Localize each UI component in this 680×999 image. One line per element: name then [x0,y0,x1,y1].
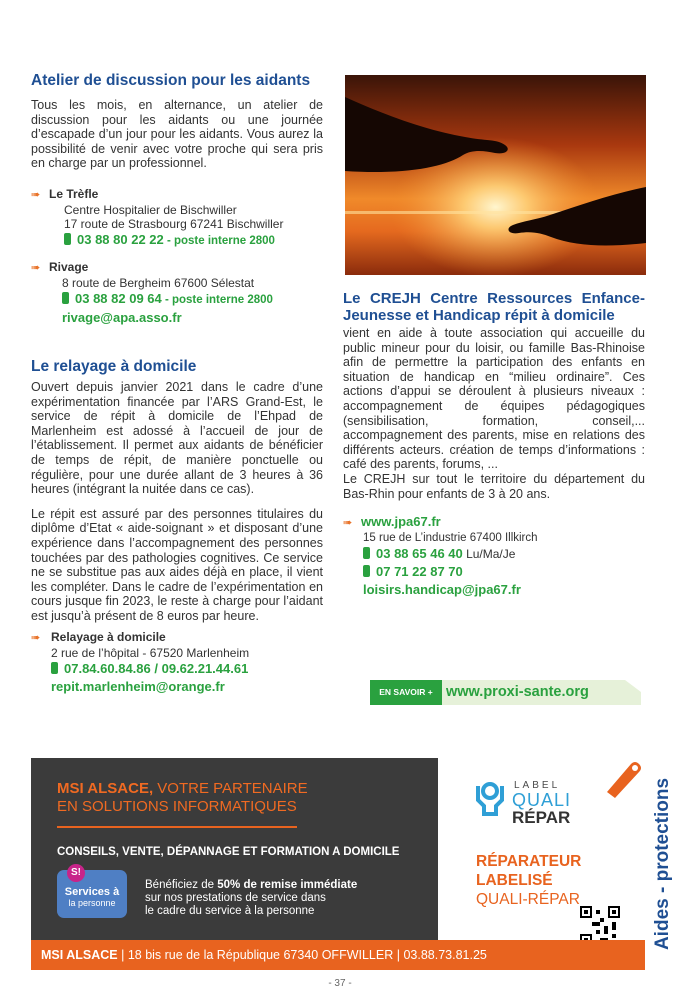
relayage-para1: Ouvert depuis janvier 2021 dans le cadre d’une expérimentation financée par l’ARS Grand-Est, le service de répit à domicile de l’Ehpad de Marlenheim est adossé à l’accueil de jour de l’établissement. Il permet aux aidants de bénéficier de temps de répit, de manière ponctuelle ou régulière, pour une durée allant de 3 heures à 36 heures (intégrant la nuitée dans ce cas). [31,380,323,497]
label-quali: QUALI [512,790,572,810]
msi-alsace-ad [31,758,645,970]
trefle-line2: 17 route de Strasbourg 67241 Bischwiller [64,216,284,231]
contact-crejh [343,513,645,599]
badge-logo: S! [67,864,85,882]
atelier-body: Tous les mois, en alternance, un atelier de discussion pour les aidants ou une journée d’escapade d’un jour pour les aidants. Vous aurez la possibilité de venir avec votre proche qui sera pris en charge par un professionnel. [31,98,323,171]
arrow-icon: ➠ [31,188,41,201]
trefle-label: Le Trèfle [49,186,99,201]
arrow-icon: ➠ [31,631,41,644]
phone-icon [363,547,370,559]
crejh-body: vient en aide à toute association qui accueille du public mineur pour du loisir, ou famille Bas-Rhinoise afin de permettre la participation des enfants en situation de handicap en “milieu ordinaire”. Ces actions d’appui se déroulent à plusieurs niveaux : accompagnement de équipes pédagogiques (sensibilisation, formation, conseil,... accompagnement des parents, mise en relations des différents acteurs. création de temps d’informations : café des parents, forums, ... [343,326,645,472]
crejh-body2: Le CREJH sur tout le territoire du département du Bas-Rhin pour enfants de 3 à 20 ans. [343,471,645,501]
arrow-icon: ➠ [31,261,41,274]
contact-trefle [31,185,323,250]
rivage-email[interactable]: rivage@apa.asso.fr [62,309,182,325]
trefle-phone[interactable]: 03 88 80 22 22 - poste interne 2800 [31,231,323,250]
screwdriver-icon [601,758,645,798]
section-side-tab [648,758,678,970]
side-tab-label: Aides - protections [652,777,674,951]
section-atelier [31,72,323,327]
rivage-label: Rivage [49,259,89,274]
crejh-phone1[interactable]: 03 88 65 46 40 Lu/Ma/Je [343,545,645,563]
qualirepar-logo-icon [474,780,506,816]
ensavoir-banner[interactable] [370,680,641,705]
phone-icon [64,233,71,245]
crejh-website[interactable]: www.jpa67.fr [361,514,441,530]
repar-text: RÉPARATEUR LABELISÉ QUALI-RÉPAR [476,853,582,908]
hands-sunset-photo [345,75,646,275]
trefle-line1: Centre Hospitalier de Bischwiller [64,202,237,217]
page-number: - 37 - [328,978,352,989]
ad-dark-panel [31,758,438,940]
label-word: LABEL [514,780,561,791]
ad-services: CONSEILS, VENTE, DÉPANNAGE ET FORMATION A DOMICILE [57,846,400,858]
phone-icon [363,565,370,577]
ensavoir-url[interactable]: www.proxi-sante.org [446,684,589,700]
phone-icon [62,292,69,304]
crejh-phone2[interactable]: 07 71 22 87 70 [343,563,645,581]
relayage-title: Le relayage à domicile [31,358,197,375]
atelier-title: Atelier de discussion pour les aidants [31,72,311,89]
ad-divider [57,826,297,828]
arrow-icon: ➠ [343,517,353,530]
crejh-address: 15 rue de L’industrie 67400 Illkirch [363,532,538,545]
phone-icon [51,662,58,674]
relayage-phone[interactable]: 07.84.60.84.86 / 09.62.21.44.61 [31,660,323,678]
rivage-phone[interactable]: 03 88 82 09 64 - poste interne 2800 [31,290,323,309]
ad-title: MSI ALSACE, VOTRE PARTENAIRE EN SOLUTIONS INFORMATIQUES [57,780,308,815]
ensavoir-label: EN SAVOIR + [379,687,433,697]
services-personne-badge [57,867,127,918]
contact-rivage [31,258,323,327]
crejh-email[interactable]: loisirs.handicap@jpa67.fr [363,582,521,598]
ad-offer: Bénéficiez de 50% de remise immédiate sur nos prestations de service dans le cadre du service à la personne [145,879,358,917]
relayage-email[interactable]: repit.marlenheim@orange.fr [51,678,225,694]
relayage-contact-label: Relayage à domicile [51,629,166,644]
badge-text2: la personne [68,898,116,908]
crejh-title: Le CREJH Centre Ressources Enfance-Jeunesse et Handicap répit à domicile [343,290,645,324]
relayage-para2: Le répit est assuré par des personnes titulaires du diplôme d’Etat « aide-soignant » et disposant d’une expérience dans l’accompagnement des personnes touchées par des pathologies cognitives. Ce service ne se substitue pas aux aides déjà en place, il vient les compléter. Dans le cadre de l’expérimentation en cours jusque fin 2023, le reste à charge pour l’aidant est jusqu’à présent de 8 euros par heure. [31,506,323,623]
ad-footer: MSI ALSACE | 18 bis rue de la République 67340 OFFWILLER | 03.88.73.81.25 [31,940,645,970]
section-crejh [343,290,645,599]
relayage-contact-line1: 2 rue de l’hôpital - 67520 Marlenheim [51,645,250,660]
badge-text1: Services à [64,886,120,898]
label-repar: RÉPAR [512,808,571,827]
contact-relayage [31,628,323,696]
section-relayage [31,358,323,696]
rivage-line1: 8 route de Bergheim 67600 Sélestat [62,275,255,290]
